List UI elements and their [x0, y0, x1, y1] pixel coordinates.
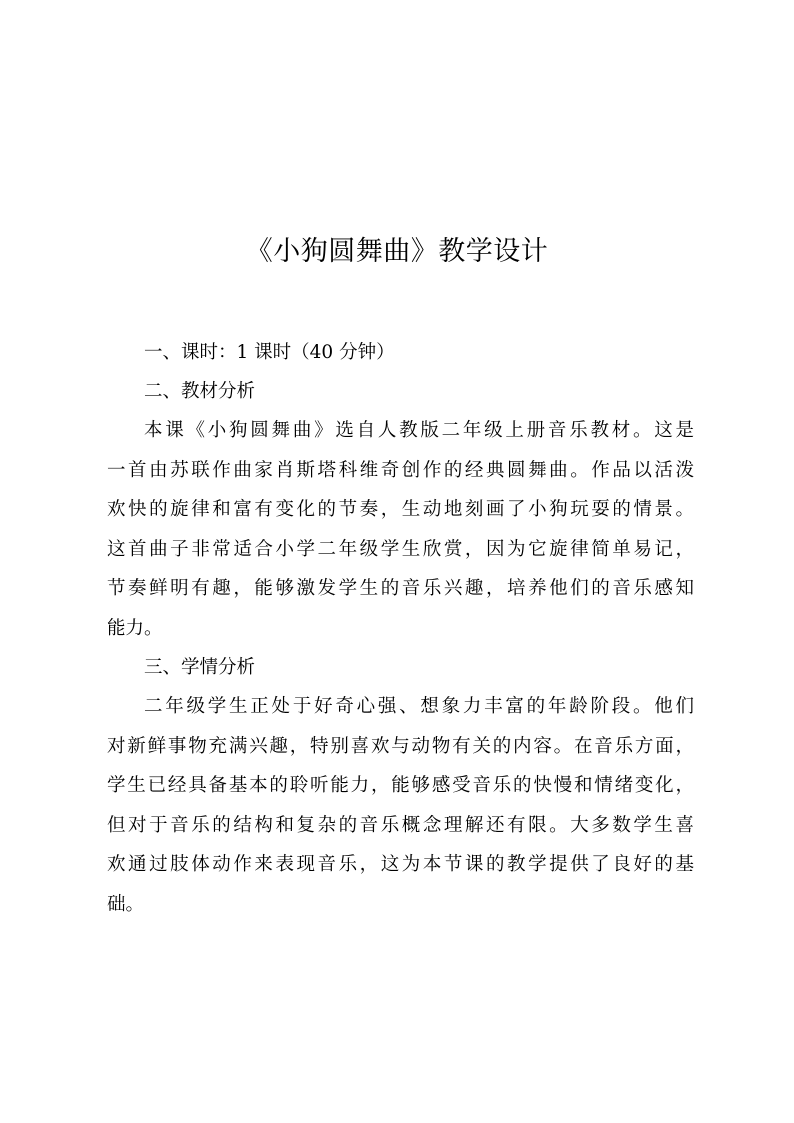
document-title: 《小狗圆舞曲》教学设计	[245, 236, 549, 267]
section-1-class-hours: 一、课时：1 课时（40 分钟）	[144, 342, 395, 363]
paragraph-line: 础。	[107, 893, 145, 915]
paragraph-line: 对新鲜事物充满兴趣，特别喜欢与动物有关的内容。在音乐方面，	[107, 735, 694, 757]
section-2-paragraph	[107, 411, 694, 648]
paragraph-line: 欢通过肢体动作来表现音乐，这为本节课的教学提供了良好的基	[107, 854, 694, 875]
section-3-heading: 三、学情分析	[144, 657, 256, 678]
paragraph-line: 节奏鲜明有趣，能够激发学生的音乐兴趣，培养他们的音乐感知	[107, 578, 694, 599]
paragraph-line: 本课《小狗圆舞曲》选自人教版二年级上册音乐教材。这是	[144, 420, 694, 441]
paragraph-line: 一首由苏联作曲家肖斯塔科维奇创作的经典圆舞曲。作品以活泼	[107, 459, 694, 481]
paragraph-line: 欢快的旋律和富有变化的节奏，生动地刻画了小狗玩耍的情景。	[107, 499, 694, 520]
paragraph-line: 学生已经具备基本的聆听能力，能够感受音乐的快慢和情绪变化，	[107, 775, 694, 796]
paragraph-line: 能力。	[107, 617, 163, 639]
paragraph-line: 二年级学生正处于好奇心强、想象力丰富的年龄阶段。他们	[144, 696, 694, 717]
paragraph-line: 这首曲子非常适合小学二年级学生欣赏，因为它旋律简单易记，	[107, 538, 694, 560]
section-3-paragraph	[107, 687, 694, 924]
paragraph-line: 但对于音乐的结构和复杂的音乐概念理解还有限。大多数学生喜	[107, 814, 694, 836]
section-2-heading: 二、教材分析	[144, 381, 256, 402]
